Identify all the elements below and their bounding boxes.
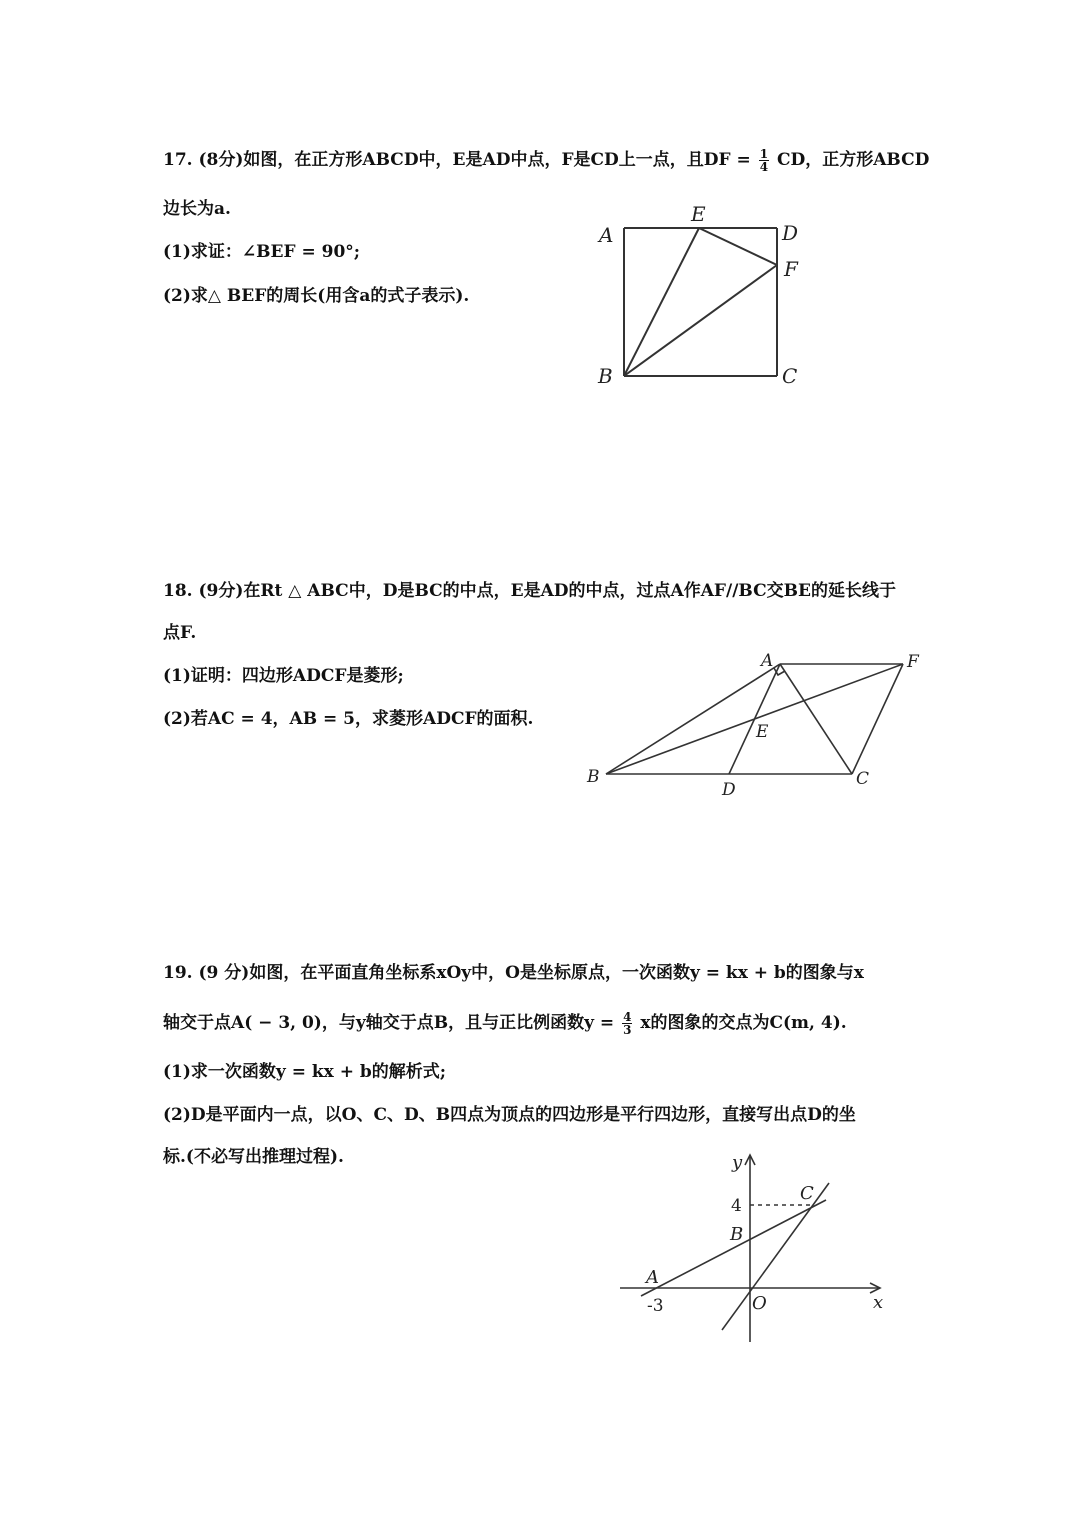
q19-text-b: x的图象的交点为C(m, 4). bbox=[640, 1013, 847, 1033]
q19-label-y: y bbox=[732, 1152, 743, 1173]
q19-line1: 19. (9 分)如图，在平面直角坐标系xOy中，O是坐标原点，一次函数y = kx + b的图象与x bbox=[163, 963, 864, 983]
q19-label-B: B bbox=[730, 1224, 744, 1245]
q18-label-C: C bbox=[856, 769, 870, 789]
q18-part2: (2)若AC = 4，AB = 5，求菱形ADCF的面积. bbox=[163, 709, 534, 729]
q17-label-F: F bbox=[784, 257, 798, 281]
q19-label-x: x bbox=[873, 1292, 884, 1313]
q18-label-F: F bbox=[907, 652, 919, 672]
q17-part1: (1)求证：∠BEF = 90°; bbox=[163, 242, 361, 262]
q17-frac-den: 4 bbox=[759, 160, 769, 174]
q18-label-B: B bbox=[587, 767, 600, 787]
q18-label-A: A bbox=[761, 651, 774, 671]
q19-label-O: O bbox=[752, 1293, 767, 1314]
q17-part2: (2)求△ BEF的周长(用含a的式子表示). bbox=[163, 286, 470, 306]
q18-line1: 18. (9分)在Rt △ ABC中，D是BC的中点，E是AD的中点，过点A作AF//BC交BE的延长线于 bbox=[163, 581, 896, 601]
q19-tick-minus3: -3 bbox=[647, 1296, 664, 1316]
q19-part2-line2: 标.(不必写出推理过程). bbox=[163, 1147, 344, 1167]
q17-line2: 边长为a. bbox=[163, 199, 231, 219]
q17-label-B: B bbox=[598, 364, 613, 388]
q19-tick-4: 4 bbox=[731, 1196, 742, 1216]
q17-frac-num: 1 bbox=[759, 147, 769, 161]
q19-text-a: 轴交于点A( − 3, 0)，与y轴交于点B，且与正比例函数y = bbox=[163, 1013, 615, 1033]
q18-label-D: D bbox=[722, 780, 736, 800]
q19-part1: (1)求一次函数y = kx + b的解析式; bbox=[163, 1062, 447, 1082]
q19-label-C: C bbox=[800, 1183, 814, 1204]
q19-part2-line1: (2)D是平面内一点，以O、C、D、B四点为顶点的四边形是平行四边形，直接写出点D的坐 bbox=[163, 1105, 856, 1125]
q18-label-E: E bbox=[756, 722, 769, 742]
q17-text-b: CD，正方形ABCD bbox=[776, 150, 930, 170]
q17-label-D: D bbox=[782, 221, 799, 245]
q19-label-A: A bbox=[646, 1267, 659, 1288]
q17-text-a: 17. (8分)如图，在正方形ABCD中，E是AD中点，F是CD上一点，且DF = bbox=[163, 150, 751, 170]
q18-line2: 点F. bbox=[163, 623, 197, 643]
q17-label-C: C bbox=[782, 364, 798, 388]
q19-frac-den: 3 bbox=[623, 1023, 632, 1037]
q17-label-E: E bbox=[691, 202, 706, 226]
q18-part1: (1)证明：四边形ADCF是菱形; bbox=[163, 666, 404, 686]
q19-frac-num: 4 bbox=[623, 1010, 632, 1024]
q17-label-A: A bbox=[599, 223, 614, 247]
